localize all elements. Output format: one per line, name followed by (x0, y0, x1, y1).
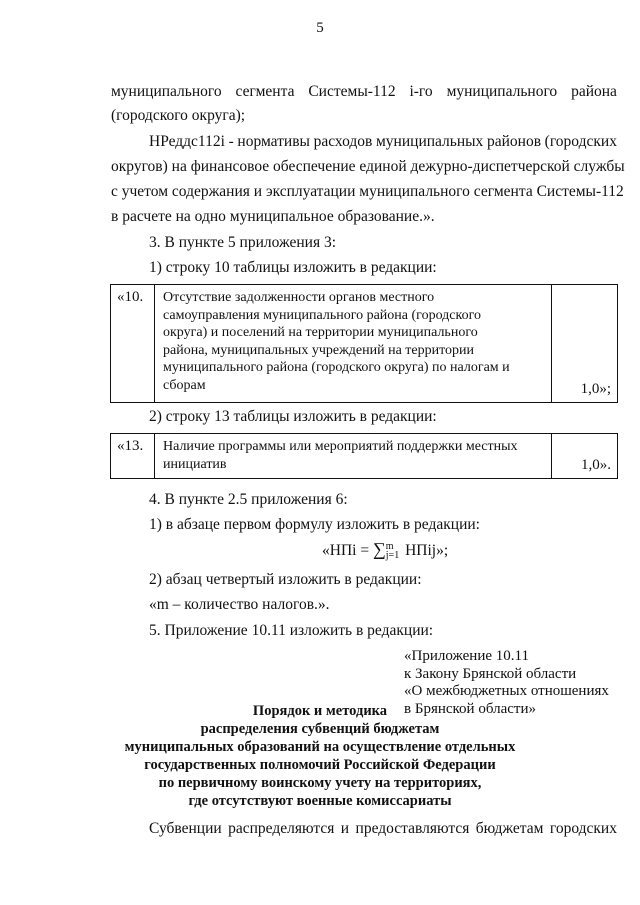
row-number: «13. (111, 434, 155, 478)
word: - (228, 133, 234, 150)
item3-1: 1) строку 10 таблицы изложить в редакции: (149, 259, 437, 276)
last-line (149, 819, 617, 839)
para2-line2: округов) на финансовое обеспечение единой дежурно-диспетчерской службы (111, 158, 625, 175)
word: расходов (313, 133, 373, 150)
word: района (571, 83, 617, 100)
row-text (155, 434, 552, 478)
word: i-го (409, 83, 433, 100)
item3-2: 2) строку 13 таблицы изложить в редакции: (149, 408, 437, 425)
title-line: муниципальных образований на осуществление отдельных (124, 739, 516, 755)
word: распределяются (228, 820, 335, 837)
word: городских (549, 820, 617, 837)
item5: 5. Приложение 10.11 изложить в редакции: (149, 622, 434, 639)
item3: 3. В пункте 5 приложения 3: (149, 234, 337, 251)
appendix-line: к Закону Брянской области (404, 665, 577, 682)
word: муниципального (446, 83, 558, 100)
word: районов (486, 133, 542, 150)
word: НРеддс112i (149, 133, 225, 150)
row-line: сборам (163, 377, 206, 393)
appendix-line: «О межбюджетных отношениях (404, 683, 609, 699)
word: предоставляются (355, 820, 470, 837)
sum-lower: j=1 (385, 550, 400, 562)
word: Субвенции (149, 820, 222, 837)
para1-line2: (городского округа); (111, 107, 246, 124)
word: Системы-112 (308, 83, 396, 100)
item4-2: 2) абзац четвертый изложить в редакции: (149, 571, 422, 588)
title-line: по первичному воинскому учету на территориях, (158, 775, 482, 791)
row-text (155, 285, 552, 402)
formula (322, 539, 448, 560)
para1-line1 (111, 82, 617, 102)
para2-line4: в расчете на одно муниципальное образование.». (111, 208, 435, 225)
row-value: 1,0»; (580, 381, 611, 397)
para2-line1 (149, 132, 617, 152)
row-number: «10. (111, 285, 155, 402)
row-line: муниципального района (городского округа) по налогам и (163, 360, 510, 375)
word: муниципальных (376, 133, 484, 150)
page-number: 5 (316, 20, 324, 36)
row-line: Отсутствие задолженности органов местного (163, 290, 435, 305)
item4-2-text: «m – количество налогов.». (149, 596, 330, 613)
row-line: округа) и поселений на территории муниципального (163, 325, 478, 340)
item4: 4. В пункте 2.5 приложения 6: (149, 491, 348, 508)
row-line: самоуправления муниципального района (городского (163, 307, 481, 323)
title-line: распределения субвенций бюджетам (200, 721, 440, 737)
word: (городских (544, 133, 617, 150)
formula-prefix: «НПi = (322, 542, 373, 559)
row-value: 1,0». (581, 457, 611, 473)
sum-upper: m (385, 541, 394, 553)
table-row-10 (110, 284, 618, 403)
formula-suffix: НПij»; (401, 542, 449, 559)
word: сегмента (235, 83, 295, 100)
row-line: инициатив (163, 456, 227, 472)
item4-1: 1) в абзаце первом формулу изложить в редакции: (149, 516, 480, 533)
word: муниципального (111, 83, 222, 100)
section-title (0, 702, 640, 810)
sum-limits (386, 542, 399, 560)
sum-symbol: ∑ (372, 539, 386, 559)
appendix-line: «Приложение 10.11 (404, 648, 529, 664)
word: и (340, 820, 350, 837)
row-line: Наличие программы или мероприятий поддержки местных (163, 439, 518, 454)
word: нормативы (237, 133, 310, 150)
title-line: Порядок и методика (252, 703, 388, 719)
title-line: где отсутствуют военные комиссариаты (188, 793, 452, 809)
title-line: государственных полномочий Российской Федерации (144, 757, 496, 773)
word: бюджетам (475, 820, 544, 837)
row-line: района, муниципальных учреждений на территории (163, 342, 475, 358)
table-row-13 (110, 433, 618, 479)
para2-line3: с учетом содержания и эксплуатации муниципального сегмента Системы-112 (111, 183, 624, 200)
appendix-line: в Брянской области» (404, 700, 536, 717)
